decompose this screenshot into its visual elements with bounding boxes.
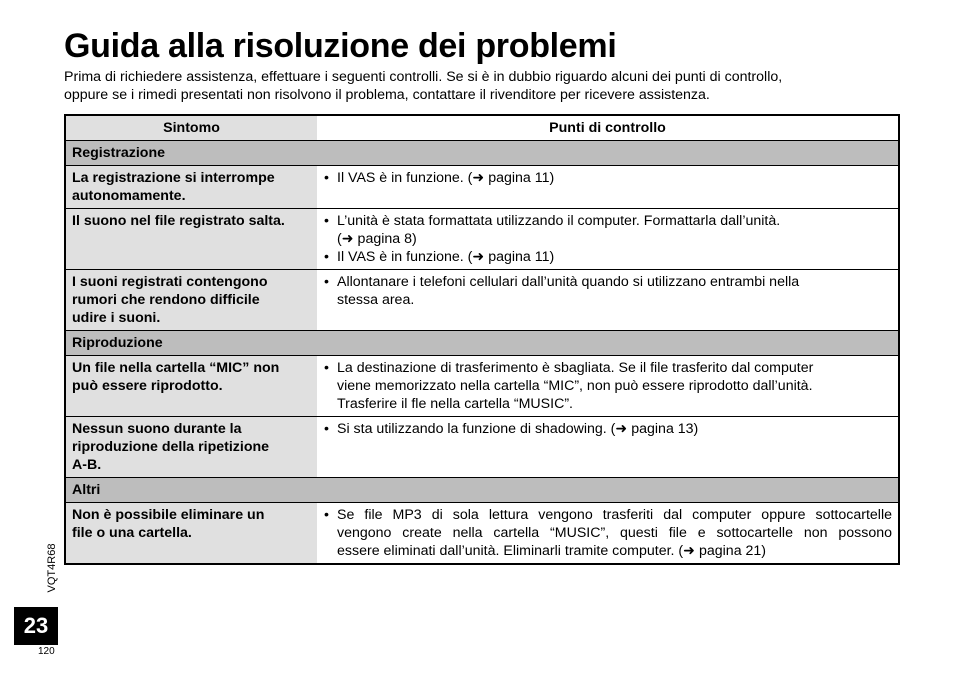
symptom-cell [65, 417, 317, 478]
model-code [42, 538, 58, 602]
section-row [65, 141, 899, 166]
checks-cell [317, 356, 899, 417]
check-line: viene memorizzato nella cartella “MIC”, non può essere riprodotto dall’unità. [337, 378, 813, 394]
check-item [323, 359, 892, 413]
table-row [65, 356, 899, 417]
symptom-cell [65, 209, 317, 270]
bullet-icon: • [324, 170, 329, 186]
check-line: vengono create nella cartella “MUSIC”, questi file e sottocartelle non possono [337, 525, 892, 541]
bullet-icon: • [324, 213, 329, 229]
table-row [65, 166, 899, 209]
check-item [323, 506, 892, 560]
symptom-line: I suoni registrati contengono [72, 274, 268, 290]
model-code-label: VQT4R68 [46, 543, 58, 593]
check-line: Se file MP3 di sola lettura vengono trasferiti dal computer oppure sottocartelle [337, 507, 892, 523]
check-item [323, 420, 892, 438]
bullet-icon: • [324, 274, 329, 290]
page-number-badge: 23 [14, 607, 58, 645]
symptom-cell [65, 503, 317, 565]
check-item [323, 248, 892, 266]
table-body [65, 141, 899, 565]
bullet-icon: • [324, 249, 329, 265]
check-line: stessa area. [337, 292, 415, 308]
symptom-line: Il suono nel file registrato salta. [72, 213, 285, 229]
symptom-line: può essere riprodotto. [72, 378, 223, 394]
section-row [65, 331, 899, 356]
symptom-line: Non è possibile eliminare un [72, 507, 265, 523]
symptom-line: La registrazione si interrompe [72, 170, 275, 186]
intro-paragraph [64, 68, 894, 104]
check-line: essere eliminati dall’unità. Eliminarli tramite computer. (➜ pagina 21) [337, 543, 767, 559]
checks-cell [317, 209, 899, 270]
symptom-line: riproduzione della ripetizione [72, 439, 270, 455]
section-row [65, 478, 899, 503]
symptom-line: Nessun suono durante la [72, 421, 242, 437]
symptom-cell [65, 166, 317, 209]
intro-line: oppure se i rimedi presentati non risolvono il problema, contattare il rivenditore per ricevere assistenza. [64, 87, 710, 103]
checks-cell [317, 417, 899, 478]
symptom-line: udire i suoni. [72, 310, 161, 326]
symptom-cell [65, 270, 317, 331]
check-item [323, 169, 892, 187]
check-item [323, 212, 892, 248]
symptom-line: file o una cartella. [72, 525, 192, 541]
check-line: Allontanare i telefoni cellulari dall’unità quando si utilizzano entrambi nella [337, 274, 800, 290]
check-line: La destinazione di trasferimento è sbagliata. Se il file trasferito dal computer [337, 360, 814, 376]
checks-cell [317, 270, 899, 331]
page-number-small: 120 [38, 646, 55, 657]
table-row [65, 417, 899, 478]
checks-cell [317, 503, 899, 565]
section-title: Registrazione [65, 141, 899, 166]
symptom-line: Un file nella cartella “MIC” non [72, 360, 280, 376]
section-title: Altri [65, 478, 899, 503]
symptom-line: rumori che rendono difficile [72, 292, 260, 308]
table-row [65, 270, 899, 331]
check-line: L’unità è stata formattata utilizzando il computer. Formattarla dall’unità. [337, 213, 781, 229]
bullet-icon: • [324, 360, 329, 376]
header-symptom: Sintomo [65, 115, 317, 141]
intro-line: Prima di richiedere assistenza, effettuare i seguenti controlli. Se si è in dubbio riguardo alcuni dei punti di controllo, [64, 69, 783, 85]
check-line: Il VAS è in funzione. (➜ pagina 11) [337, 170, 555, 186]
symptom-line: A-B. [72, 457, 102, 473]
check-line: (➜ pagina 8) [337, 231, 417, 247]
page-title: Guida alla risoluzione dei problemi [64, 27, 617, 65]
section-title: Riproduzione [65, 331, 899, 356]
check-item [323, 273, 892, 309]
troubleshooting-table [64, 114, 900, 565]
symptom-cell [65, 356, 317, 417]
check-line: Trasferire il fle nella cartella “MUSIC”. [337, 396, 573, 412]
table-row [65, 503, 899, 565]
table-row [65, 209, 899, 270]
checks-cell [317, 166, 899, 209]
table-header-row [65, 115, 899, 141]
bullet-icon: • [324, 421, 329, 437]
symptom-line: autonomamente. [72, 188, 186, 204]
bullet-icon: • [324, 507, 329, 523]
check-line: Si sta utilizzando la funzione di shadowing. (➜ pagina 13) [337, 421, 699, 437]
check-line: Il VAS è in funzione. (➜ pagina 11) [337, 249, 555, 265]
header-checks: Punti di controllo [317, 115, 899, 141]
